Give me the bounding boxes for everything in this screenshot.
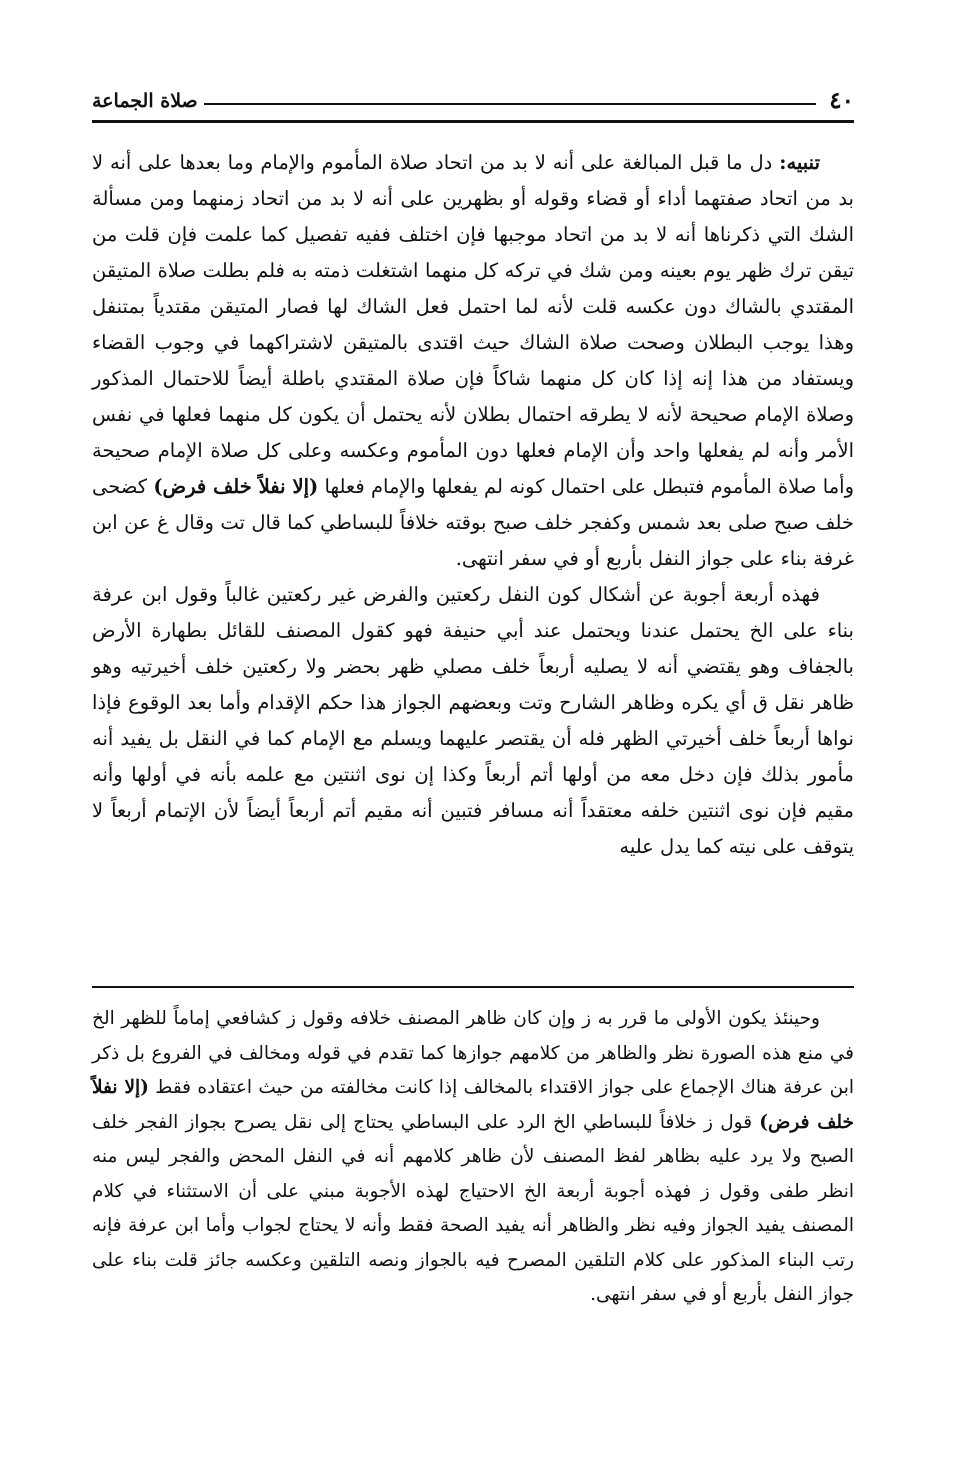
page-header bbox=[92, 86, 854, 122]
page-number: ٤٠ bbox=[829, 87, 854, 114]
main-paragraph-2: فهذه أربعة أجوبة عن أشكال كون النفل ركعتين والفرض غير ركعتين غالباً وقول ابن عرفة بناء على الخ يحتمل عندنا ويحتمل عند أبي حنيفة فهو كقول المصنف للقائل بطهارة الأرض بالجفاف وهو يقتضي أنه لا يصليه أربعاً خلف مصلي ظهر بحضر ولا ركعتين خلف أخيرتيه وهو ظاهر نقل ق أي يكره وظاهر الشارح وتت وبعضهم الجواز هذا حكم الإقدام وأما بعد الوقوع فإذا نواها أربعاً خلف أخيرتي الظهر فله أن يقتصر عليهما ويسلم مع الإمام كما في النقل بل يفيد أنه مأمور بذلك فإن دخل معه من أولها أتم أربعاً وكذا إن نوى اثنتين مع علمه بأنه في أولها وأنه مقيم فإن نوى اثنتين خلفه معتقداً أنه مسافر فتبين أنه مقيم أتم أربعاً أيضاً لأن الإتمام أربعاً لا يتوقف على نيته كما يدل عليه bbox=[92, 583, 854, 858]
footnote-text bbox=[92, 1002, 854, 1313]
main-paragraph-1 bbox=[92, 145, 854, 577]
footnote-bold-phrase: (إلا نفلاً خلف فرض) bbox=[92, 1077, 854, 1133]
main-text bbox=[92, 145, 854, 865]
note-keyword: تنبيه: bbox=[779, 151, 820, 174]
header-rule bbox=[92, 120, 854, 123]
main-paragraph-1-part-1: دل ما قبل المبالغة على أنه لا بد من اتحاد صلاة المأموم والإمام وما بعدها على أنه لا بد من اتحاد صفتهما أداء أو قضاء وقوله أو بظهرين على أنه لا بد من اتحاد زمنهما ومن مسألة الشك التي ذكرناها أنه لا بد من اتحاد موجبها فإن اختلف ففيه تفصيل كما علمت فإن قلت من تيقن ترك ظهر يوم بعينه ومن شك في تركه كل منهما اشتغلت ذمته به فلم بطلت صلاة المتيقن المقتدي بالشاك دون عكسه قلت لأنه لما احتمل فعل الشاك لها فصار المتيقن مقتدياً بمتنفل وهذا يوجب البطلان وصحت صلاة الشاك حيث اقتدى بالمتيقن لاشتراكهما في وجوب القضاء ويستفاد من هذا إنه إذا كان كل منهما شاكاً فإن صلاة المقتدي باطلة أيضاً للاحتمال المذكور وصلاة الإمام صحيحة لأنه لا يطرقه احتمال بطلان لأنه يحتمل أن يكون كل منهما فعلها في نفس الأمر وأنه لم يفعلها واحد وأن الإمام فعلها دون المأموم وعكسه وعلى كل صلاة الإمام صحيحة وأما صلاة المأموم فتبطل على احتمال كونه لم يفعلها والإمام فعلها bbox=[92, 151, 854, 498]
main-paragraph-1-part-2: كضحى خلف صبح صلى بعد شمس وكفجر خلف صبح بوقته خلافاً للبساطي كما قال تت وقال غ عن ابن غرفة بناء على جواز النفل بأربع أو في سفر انتهى. bbox=[92, 475, 854, 570]
running-title: صلاة الجماعة bbox=[92, 90, 198, 112]
header-dash-line bbox=[204, 103, 816, 105]
footnote-part-1: وحينئذ يكون الأولى ما قرر به ز وإن كان ظاهر المصنف خلافه وقول ز كشافعي إماماً للظهر الخ في منع هذه الصورة نظر والظاهر من كلامهم جوازها كما تقدم في قوله ومخالف في الفروع بل ذكر ابن عرفة هناك الإجماع على جواز الاقتداء بالمخالف إذا كانت مخالفته من حيث اعتقاده فقط bbox=[92, 1008, 854, 1098]
footnote-separator bbox=[92, 986, 854, 988]
main-bold-phrase: (إلا نفلاً خلف فرض) bbox=[153, 475, 319, 498]
footnote-paragraph bbox=[92, 1002, 854, 1313]
footnote-part-2: قول ز خلافاً للبساطي الخ الرد على البساطي يحتاج إلى نقل يصرح بجواز الفجر خلف الصبح ولا يرد عليه بظاهر لفظ المصنف لأن ظاهر كلامهم أنه في النفل المحض والفجر ليس منه انظر طفى وقول ز فهذه أجوبة أربعة الخ الاحتياج لهذه الأجوبة مبني على أن الاستثناء في كلام المصنف يفيد الجواز وفيه نظر والظاهر أنه يفيد الصحة فقط وأنه لا يحتاج لجواب وأما ابن عرفة فإنه رتب البناء المذكور على كلام التلقين المصرح فيه بالجواز ونصه التلقين وعكسه جائز قلت بناء على جواز النفل بأربع أو في سفر انتهى. bbox=[92, 1111, 854, 1305]
